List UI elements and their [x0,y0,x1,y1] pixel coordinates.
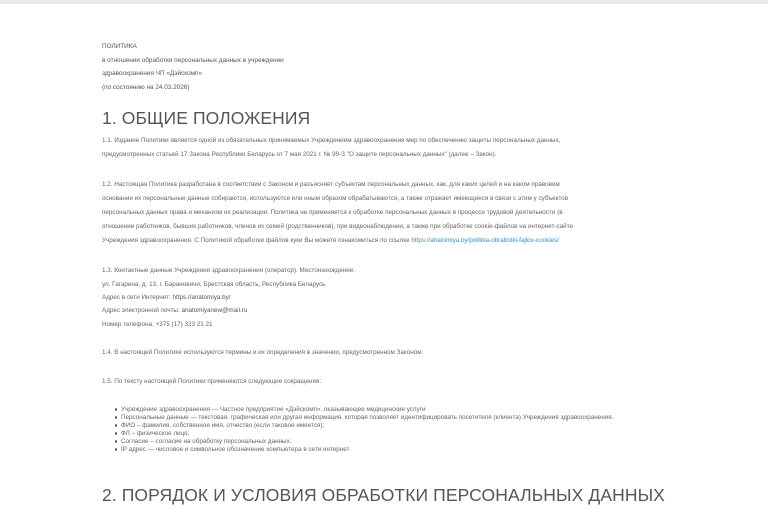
email-line [102,304,662,317]
list-item: Согласие – согласие на обработку персональных данных. [121,438,662,446]
document-intro [102,40,662,94]
list-item: Учреждение здравоохранения — Частное предприятие «Дэйскомп», оказывающее медицинские услуги [121,406,662,414]
paragraph-line: 1.3. Контактные данные Учреждения здравоохранения (оператор). Местонахождение: [102,267,355,275]
paragraph-line: предусмотренных статьей 17 Закона Республики Беларусь от 7 мая 2021 г. № 99-З "О защите персональных данных" (далее – Закон). [102,151,497,159]
email-label: Адрес электронной почты: [102,307,180,315]
section-1-heading: 1. ОБЩИЕ ПОЛОЖЕНИЯ [102,108,311,129]
paragraph-1-5: 1.5. По тексту настоящей Политики применяются следующие сокращения: [102,377,322,385]
abbreviations-list [121,406,662,454]
paragraph-1-2 [102,178,662,248]
section-2-heading: 2. ПОРЯДОК И УСЛОВИЯ ОБРАБОТКИ ПЕРСОНАЛЬНЫХ ДАННЫХ [102,485,665,505]
intro-date: (по состоянию на 24.03.2026) [102,83,190,91]
list-item: IP адрес — числовое и символьное обозначение компьютера в сети интернет [121,446,662,454]
website-line [102,291,662,304]
paragraph-1-1 [102,134,662,162]
paragraph-1-4: 1.4. В настоящей Политике используются термины и их определения в значении, предусмотренном Законом. [102,348,424,356]
paragraph-text: Учреждения здравоохранения. С Политикой обработки файлов куки Вы можете ознакомиться по ссылке [102,237,410,245]
paragraph-line: 1.1. Издание Политики является одной из обязательных принимаемых Учреждением здравоохранения мер по обеспечению защиты персональных данных, [102,137,561,145]
website-label: Адрес в сети Интернет: [102,293,171,301]
phone-line: Номер телефона: +375 (17) 323 21 21 [102,320,213,328]
intro-subtitle: в отношении обработки персональных данных в учреждении [102,56,284,64]
address-line: ул. Гагарина, д. 13, г. Барановичи, Брестская область, Республика Беларусь [102,280,326,288]
list-item: ФИО – фамилия, собственное имя, отчество (если таковое имеется); [121,422,662,430]
intro-title: ПОЛИТИКА [102,43,137,50]
paragraph-line [102,234,662,248]
policy-document [102,40,662,454]
paragraph-1-3 [102,264,662,330]
top-bar [0,0,768,4]
list-item: Персональные данные — текстовая, графическая или другая информация, которая позволяет идентифицировать посетителя (клиента) Учреждения здравоохранения. [121,414,662,422]
list-item: ФЛ – физическое лицо; [121,430,662,438]
cookies-policy-link[interactable]: https://anatomiya.by/politika-obrabotki-fajlov-cookies/ [411,237,560,245]
paragraph-line: отношении работников, бывших работников, членов их семей (родственников), при видеонаблюдении, а также при обработке cookie-файлов на интернет-сайте [102,223,574,231]
intro-organization: здравоохранения ЧП «Дэйскомп» [102,70,203,78]
paragraph-line: 1.2. Настоящая Политика разработана в соответствии с Законом и разъясняет субъектам персональных данных, как, для каких целей и на каком правовом [102,181,560,189]
paragraph-line: персональных данных права и механизм их реализации. Политика не применяется к обработке персональных данных в процессе трудовой деятельности (в [102,209,563,217]
website-link[interactable]: https://anatomiya.by/ [172,293,231,301]
paragraph-line: основании их персональные данные собираются, используются или иным образом обрабатываются, а также отражает имеющиеся в связи с этим у субъектов [102,195,569,203]
email-link[interactable]: anatomiyanew@mail.ru [181,307,248,315]
